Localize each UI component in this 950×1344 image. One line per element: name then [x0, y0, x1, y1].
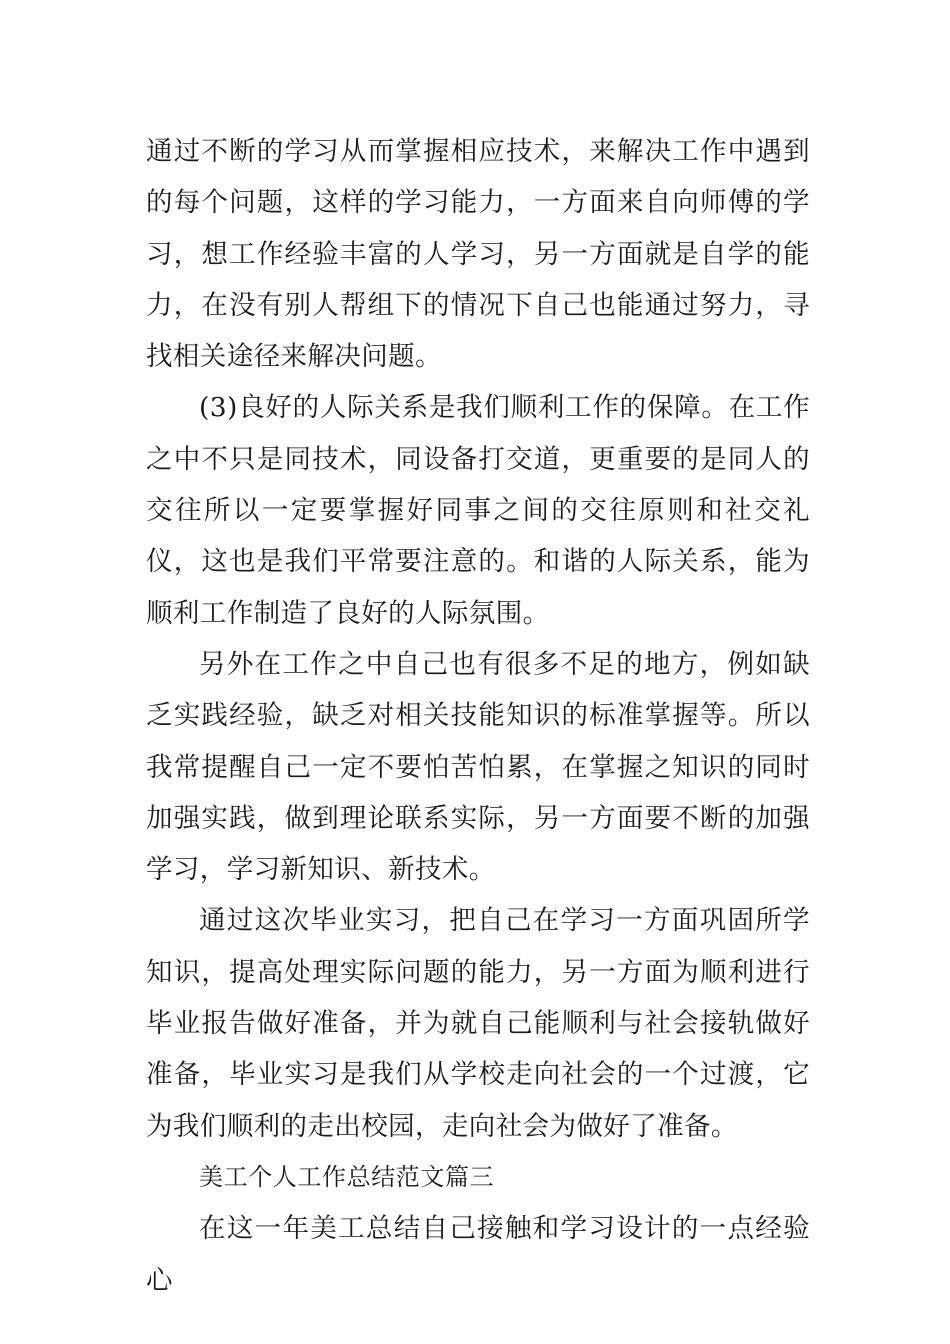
paragraph-continued: 通过不断的学习从而掌握相应技术，来解决工作中遇到的每个问题，这样的学习能力，一方面来自向师傅的学习，想工作经验丰富的人学习，另一方面就是自学的能力，在没有别人帮组下的情况下自己也能通过努力，寻找相关途径来解决问题。	[146, 136, 810, 373]
paragraph-interpersonal: (3)良好的人际关系是我们顺利工作的保障。在工作之中不只是同技术，同设备打交道，更重要的是同人的交往所以一定要掌握好同事之间的交往原则和社交礼仪，这也是我们平常要注意的。和谐的人际关系，能为顺利工作制造了良好的人际氛围。	[146, 392, 810, 629]
paragraph-shortcomings: 另外在工作之中自己也有很多不足的地方，例如缺乏实践经验，缺乏对相关技能知识的标准掌握等。所以我常提醒自己一定不要怕苦怕累，在掌握之知识的同时加强实践，做到理论联系实际，另一方面要不断的加强学习，学习新知识、新技术。	[146, 648, 810, 886]
paragraph-section-three-start: 在这一年美工总结自己接触和学习设计的一点经验心	[146, 1213, 810, 1296]
document-body	[146, 126, 810, 1306]
section-heading: 美工个人工作总结范文篇三	[199, 1162, 495, 1191]
paragraph-internship-summary: 通过这次毕业实习，把自己在学习一方面巩固所学知识，提高处理实际问题的能力，另一方面为顺利进行毕业报告做好准备，并为就自己能顺利与社会接轨做好准备，毕业实习是我们从学校走向社会的一个过渡，它为我们顺利的走出校园，走向社会为做好了准备。	[146, 905, 810, 1142]
